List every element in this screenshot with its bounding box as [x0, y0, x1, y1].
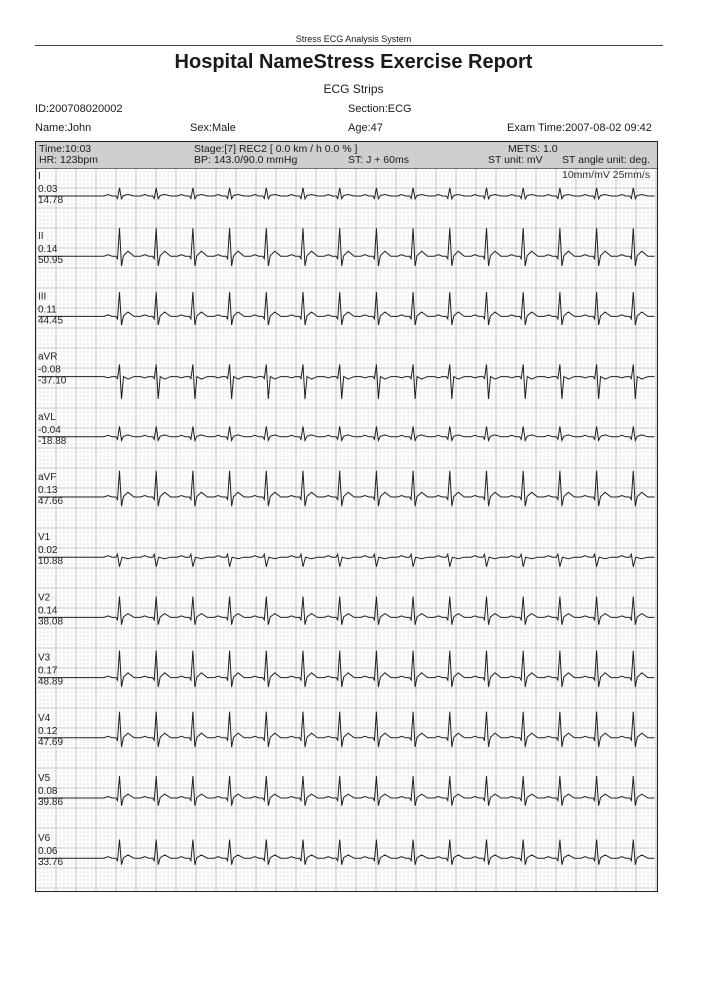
strip-stage: Stage:[7] REC2 [ 0.0 km / h 0.0 % ] — [194, 143, 358, 155]
lead-v1 — [38, 532, 655, 567]
lead-st-value: 0.06 — [38, 846, 58, 858]
lead-st-angle: 39.86 — [38, 797, 64, 808]
patient-section: Section:ECG — [348, 103, 412, 115]
lead-name: II — [38, 231, 44, 243]
lead-avl — [38, 412, 655, 447]
lead-st-angle: 14.78 — [38, 195, 64, 206]
strip-header — [36, 142, 657, 169]
lead-name: I — [38, 171, 41, 182]
lead-trace — [38, 364, 655, 399]
lead-st-angle: 48.89 — [38, 676, 64, 688]
lead-name: V3 — [38, 652, 51, 664]
lead-st-value: 0.03 — [38, 184, 58, 195]
lead-st-value: 0.08 — [38, 786, 58, 797]
patient-id: ID:200708020002 — [35, 103, 123, 115]
lead-name: aVL — [38, 411, 56, 423]
strip-blood-pressure: BP: 143.0/90.0 mmHg — [194, 154, 298, 166]
patient-sex: Sex:Male — [190, 122, 236, 134]
lead-v5 — [38, 773, 655, 808]
lead-st-value: -0.08 — [38, 364, 61, 376]
lead-trace — [38, 712, 655, 747]
lead-name: V4 — [38, 712, 51, 724]
report-subtitle: ECG Strips — [323, 82, 384, 96]
lead-st-angle: 44.45 — [38, 315, 64, 327]
lead-iii — [38, 291, 655, 326]
lead-ii — [38, 228, 655, 266]
lead-name: V5 — [38, 773, 51, 784]
system-title: Stress ECG Analysis System — [295, 34, 412, 44]
lead-name: V6 — [38, 833, 51, 845]
lead-name: V1 — [38, 532, 51, 544]
ecg-grid — [36, 168, 657, 891]
lead-trace — [38, 228, 655, 266]
lead-v2 — [38, 592, 655, 627]
lead-st-angle: 50.95 — [38, 255, 64, 267]
lead-st-angle: 38.08 — [38, 616, 64, 628]
lead-st-angle: 47.66 — [38, 496, 64, 507]
lead-st-angle: 47.69 — [38, 736, 64, 748]
lead-st-angle: 10.88 — [38, 556, 64, 568]
report-title: Hospital NameStress Exercise Report — [174, 51, 533, 73]
lead-st-angle: 33.76 — [38, 857, 64, 869]
lead-v4 — [38, 712, 655, 748]
title-divider — [35, 45, 663, 46]
lead-st-angle: -18.88 — [38, 435, 67, 447]
lead-st-value: -0.04 — [38, 424, 61, 436]
lead-trace — [38, 597, 655, 628]
lead-st-value: 0.11 — [38, 304, 57, 316]
strip-heart-rate: HR: 123bpm — [39, 154, 98, 166]
lead-trace — [38, 188, 655, 199]
lead-st-angle: -37.10 — [38, 375, 67, 387]
gain-speed-label: 10mm/mV 25mm/s — [562, 169, 651, 181]
strip-mets: METS: 1.0 — [508, 143, 558, 155]
lead-st-value: 0.12 — [38, 725, 58, 737]
strip-st-unit: ST unit: mV — [488, 154, 543, 166]
strip-st-point: ST: J + 60ms — [348, 154, 409, 166]
lead-trace — [38, 426, 655, 440]
lead-st-value: 0.02 — [38, 545, 58, 557]
ecg-strip-panel — [35, 141, 658, 892]
lead-st-value: 0.17 — [38, 665, 58, 677]
lead-name: aVF — [38, 472, 57, 483]
lead-st-value: 0.14 — [38, 605, 58, 617]
lead-v6 — [38, 833, 655, 868]
lead-name: V2 — [38, 592, 51, 604]
patient-age: Age:47 — [348, 122, 383, 134]
lead-name: aVR — [38, 351, 58, 363]
exam-time: Exam Time:2007-08-02 09:42 — [507, 122, 652, 134]
lead-trace — [38, 776, 655, 806]
strip-time: Time:10:03 — [39, 143, 92, 155]
lead-st-value: 0.13 — [38, 485, 58, 496]
lead-name: III — [38, 291, 47, 303]
grid-minor-lines — [36, 168, 657, 891]
strip-st-angle-unit: ST angle unit: deg. — [562, 154, 650, 166]
lead-st-value: 0.14 — [38, 244, 58, 256]
patient-name: Name:John — [35, 122, 92, 134]
